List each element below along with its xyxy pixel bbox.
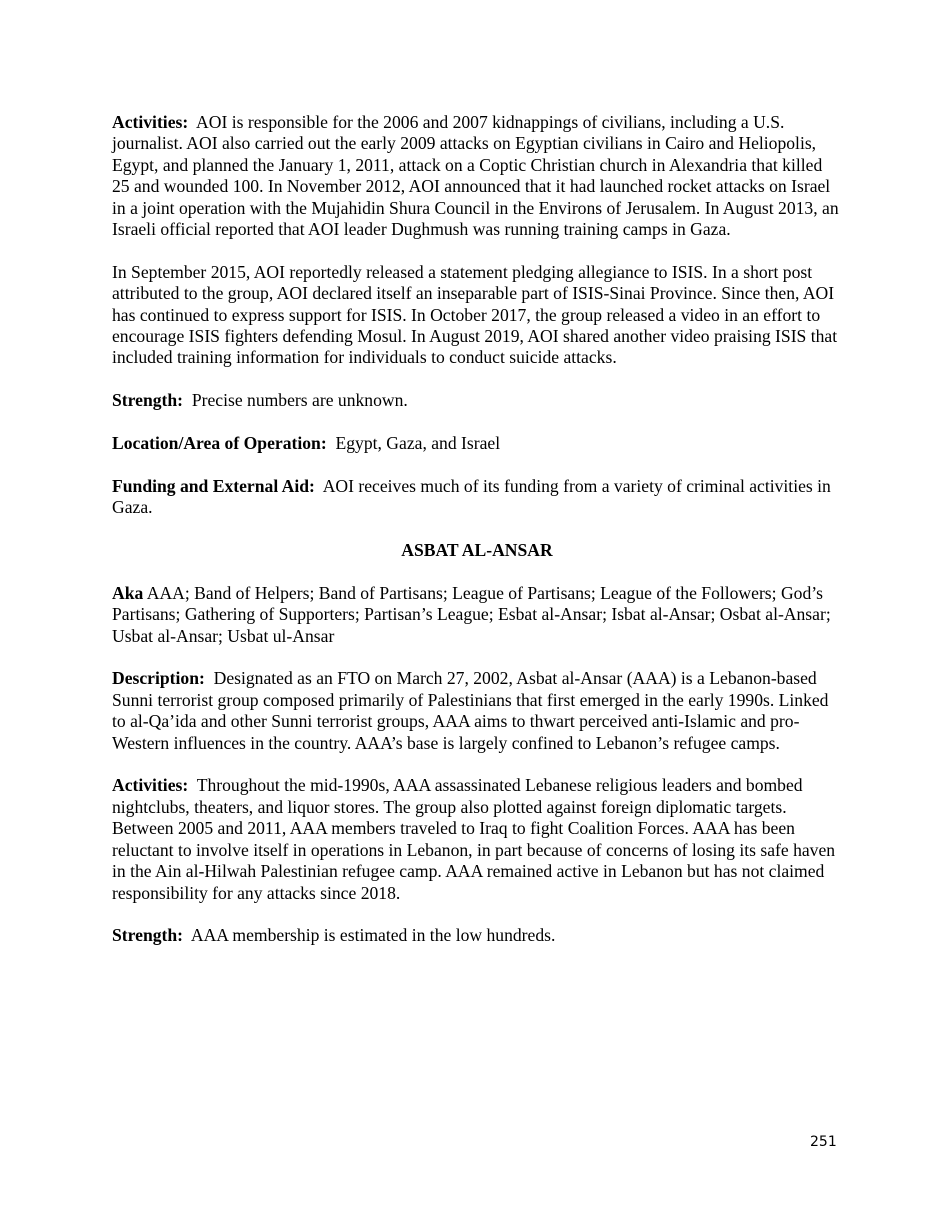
aaa-description-label: Description: — [112, 668, 205, 689]
aoi-strength-label: Strength: — [112, 390, 184, 411]
aoi-activities-text: AOI is responsible for the 2006 and 2007 kidnappings of civilians, including a U.S. journalist. AOI also carried out the early 2009 attacks on Egyptian civilians in Cairo and Heliopolis, Egypt, and planned the January 1, 2011, attack on a Coptic Christian church in Alexandria that killed 25 and wounded 100. In November 2012, AOI announced that it had launched rocket attacks on Israel in a joint operation with the Mujahidin Shura Council in the Environs of Jerusalem. In August 2013, an Israeli official reported that AOI leader Dughmush was running training camps in Gaza. — [112, 112, 839, 240]
aaa-strength-paragraph — [112, 925, 842, 946]
aoi-funding-text: AOI receives much of its funding from a variety of criminal activities in Gaza. — [112, 475, 831, 518]
aoi-location-text: Egypt, Gaza, and Israel — [335, 433, 501, 454]
aaa-activities-label: Activities: — [112, 775, 189, 796]
document-page — [112, 112, 842, 968]
aaa-strength-label: Strength: — [112, 925, 184, 946]
aoi-isis-paragraph — [112, 262, 842, 369]
page-number: 251 — [810, 1134, 837, 1150]
aaa-activities-text: Throughout the mid-1990s, AAA assassinated Lebanese religious leaders and bombed nightclubs, theaters, and liquor stores. The group also plotted against foreign diplomatic targets. Between 2005 and 2011, AAA members traveled to Iraq to fight Coalition Forces. AAA has been reluctant to involve itself in operations in Lebanon, in part because of concerns of losing its safe haven in the Ain al-Hilwah Palestinian refugee camp. AAA remained active in Lebanon but has not claimed responsibility for any attacks since 2018. — [112, 775, 836, 903]
aoi-funding-label: Funding and External Aid: — [112, 475, 315, 496]
aaa-aka-text: AAA; Band of Helpers; Band of Partisans; League of Partisans; League of the Followers; God’s Partisans; Gathering of Supporters; Partisan’s League; Esbat al-Ansar; Isbat al-Ansar; Osbat al-Ansar; Usbat al-Ansar; Usbat ul-Ansar — [112, 582, 831, 646]
aoi-location-label: Location/Area of Operation: — [112, 433, 327, 454]
aoi-activities-label: Activities: — [112, 112, 189, 132]
aaa-strength-text: AAA membership is estimated in the low hundreds. — [190, 925, 556, 946]
aoi-isis-text: In September 2015, AOI reportedly released a statement pledging allegiance to ISIS. In a short post attributed to the group, AOI declared itself an inseparable part of ISIS-Sinai Province. Since then, AOI has continued to express support for ISIS. In October 2017, the group released a video in an effort to encourage ISIS fighters defending Mosul. In August 2019, AOI shared another video praising ISIS that included training information for individuals to conduct suicide attacks. — [112, 261, 838, 368]
aaa-aka-paragraph — [112, 583, 842, 647]
aaa-description-paragraph — [112, 668, 842, 754]
aoi-strength-text: Precise numbers are unknown. — [191, 390, 408, 411]
section-heading: ASBAT AL-ANSAR — [401, 540, 553, 561]
aoi-activities-paragraph — [112, 112, 842, 240]
aoi-strength-paragraph — [112, 390, 842, 411]
aoi-location-paragraph — [112, 433, 842, 454]
aoi-funding-paragraph — [112, 476, 842, 519]
aaa-aka-label: Aka — [112, 582, 144, 603]
aaa-description-text: Designated as an FTO on March 27, 2002, Asbat al-Ansar (AAA) is a Lebanon-based Sunni terrorist group composed primarily of Palestinians that first emerged in the early 1990s. Linked to al-Qa’ida and other Sunni terrorist groups, AAA aims to thwart perceived anti-Islamic and pro-Western influences in the country. AAA’s base is largely confined to Lebanon’s refugee camps. — [112, 668, 829, 753]
aaa-activities-paragraph — [112, 775, 842, 903]
